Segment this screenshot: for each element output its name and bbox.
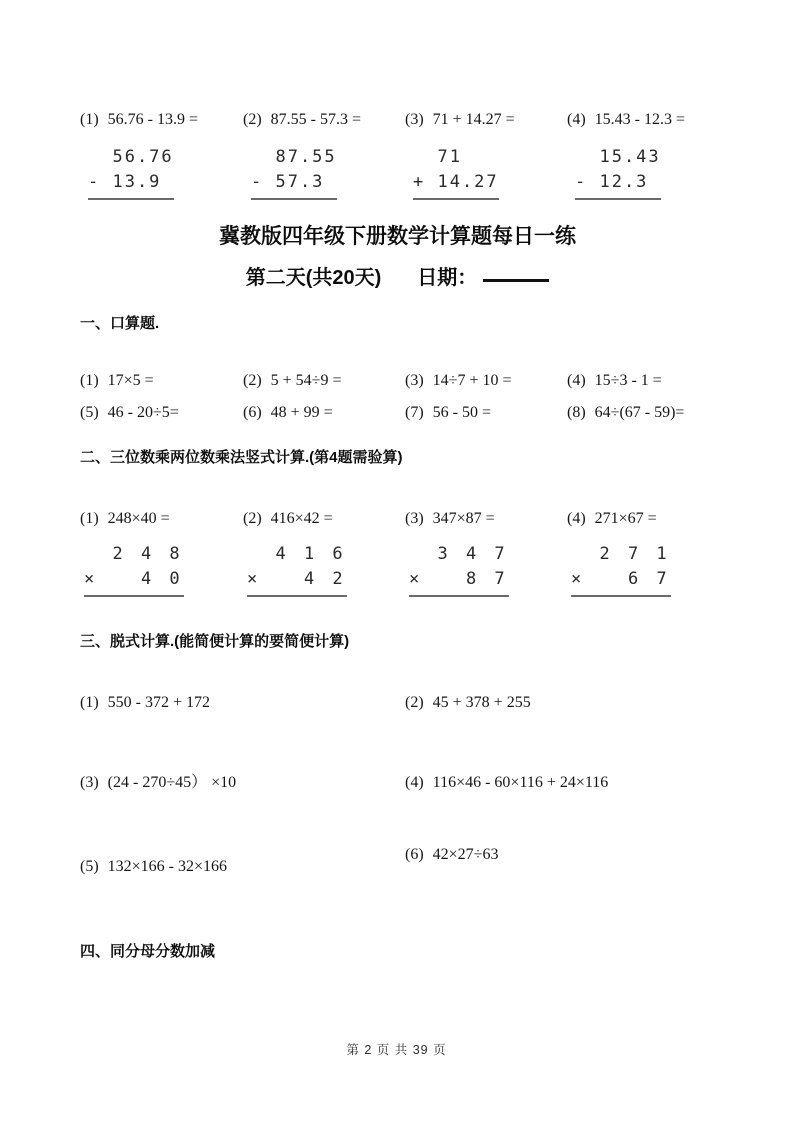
vertical-bottom-operand: × 8 7	[409, 569, 509, 589]
vertical-top-operand: 56.76	[88, 147, 174, 167]
vertical-calculation	[251, 145, 337, 200]
section1-heading: 一、口算题.	[80, 315, 160, 332]
oral-problem-2	[243, 371, 405, 391]
problem-expression: 15.43 - 12.3 =	[594, 111, 686, 128]
problem-expression: 48 + 99 =	[270, 404, 333, 421]
vertical-top-operand: 15.43	[575, 147, 661, 167]
day-label: 第二天(共20天)	[245, 267, 382, 289]
vertical-calculation	[88, 145, 174, 200]
problem-statement	[405, 110, 567, 130]
problem-expression: 64÷(67 - 59)=	[594, 404, 685, 421]
stepwise-problems-row2	[80, 773, 715, 793]
vertical-calculation	[413, 145, 499, 200]
problem-statement	[243, 110, 405, 130]
problem-number: (8)	[567, 404, 586, 421]
stepwise-problem-2	[405, 693, 715, 713]
oral-problems-row1	[80, 371, 715, 391]
problem-number: (6)	[243, 404, 262, 421]
problem-number: (4)	[567, 111, 586, 128]
vertical-calculation	[409, 542, 509, 597]
vertical-calculation	[84, 542, 184, 597]
problem-expression: (24 - 270÷45） ×10	[107, 774, 237, 791]
problem-expression: 271×67 =	[594, 510, 657, 527]
problem-number: (2)	[243, 372, 262, 389]
decimal-problem-3	[405, 110, 567, 200]
problem-statement	[243, 509, 405, 529]
problem-statement	[405, 509, 567, 529]
problem-number: (2)	[243, 111, 262, 128]
problem-number: (3)	[80, 774, 99, 791]
problem-number: (1)	[80, 111, 99, 128]
stepwise-problem-4	[405, 773, 715, 793]
problem-expression: 248×40 =	[107, 510, 170, 527]
problem-number: (1)	[80, 372, 99, 389]
problem-number: (2)	[405, 694, 424, 711]
oral-problem-6	[243, 403, 405, 423]
stepwise-problem-1	[80, 693, 405, 713]
problem-expression: 87.55 - 57.3 =	[270, 111, 362, 128]
vertical-calculation	[571, 542, 671, 597]
section4-heading: 四、同分母分数加减	[80, 943, 216, 960]
stepwise-problem-5	[80, 845, 405, 877]
decimal-vertical-problems	[80, 0, 715, 200]
vertical-top-operand: 2 4 8	[84, 544, 184, 564]
problem-expression: 56.76 - 13.9 =	[107, 111, 199, 128]
multiplication-problems	[80, 509, 715, 597]
oral-problem-3	[405, 371, 567, 391]
section2-heading: 二、三位数乘两位数乘法竖式计算.(第4题需验算)	[80, 449, 403, 466]
oral-problem-5	[80, 403, 243, 423]
vertical-calculation	[575, 145, 661, 200]
multiplication-problem-4	[567, 509, 715, 597]
problem-expression: 46 - 20÷5=	[107, 404, 179, 421]
problem-expression: 45 + 378 + 255	[432, 694, 531, 711]
vertical-top-operand: 3 4 7	[409, 544, 509, 564]
page-number-footer: 第 2 页 共 39 页	[346, 1043, 447, 1057]
problem-expression: 116×46 - 60×116 + 24×116	[432, 774, 609, 791]
vertical-calculation	[247, 542, 347, 597]
date-label: 日期：	[417, 267, 478, 289]
oral-problems-row2	[80, 403, 715, 423]
worksheet-title: 冀教版四年级下册数学计算题每日一练	[219, 225, 576, 248]
vertical-bottom-operand: - 12.3	[575, 172, 649, 192]
problem-number: (4)	[567, 510, 586, 527]
section3-heading: 三、脱式计算.(能简便计算的要简便计算)	[80, 633, 350, 650]
problem-number: (3)	[405, 111, 424, 128]
problem-number: (7)	[405, 404, 424, 421]
vertical-bottom-operand: - 13.9	[88, 172, 162, 192]
stepwise-problems-row3	[80, 845, 715, 877]
oral-problem-8	[567, 403, 715, 423]
stepwise-problems-row1	[80, 693, 715, 713]
vertical-top-operand: 4 1 6	[247, 544, 347, 564]
multiplication-problem-2	[243, 509, 405, 597]
multiplication-problem-3	[405, 509, 567, 597]
vertical-bottom-operand: - 57.3	[251, 172, 325, 192]
problem-number: (6)	[405, 846, 424, 863]
problem-number: (3)	[405, 510, 424, 527]
decimal-problem-1	[80, 110, 243, 200]
vertical-top-operand: 2 7 1	[571, 544, 671, 564]
decimal-problem-4	[567, 110, 715, 200]
vertical-top-operand: 71	[413, 147, 462, 167]
problem-expression: 42×27÷63	[432, 846, 499, 863]
oral-problem-4	[567, 371, 715, 391]
problem-number: (5)	[80, 404, 99, 421]
vertical-top-operand: 87.55	[251, 147, 337, 167]
problem-statement	[567, 110, 715, 130]
problem-number: (4)	[405, 774, 424, 791]
problem-expression: 347×87 =	[432, 510, 495, 527]
problem-number: (1)	[80, 694, 99, 711]
worksheet-subtitle	[80, 263, 715, 293]
problem-expression: 132×166 - 32×166	[107, 858, 228, 875]
problem-expression: 5 + 54÷9 =	[270, 372, 342, 389]
vertical-bottom-operand: × 4 0	[84, 569, 184, 589]
oral-problem-7	[405, 403, 567, 423]
problem-expression: 416×42 =	[270, 510, 333, 527]
oral-problem-1	[80, 371, 243, 391]
problem-expression: 56 - 50 =	[432, 404, 492, 421]
problem-expression: 71 + 14.27 =	[432, 111, 515, 128]
problem-statement	[80, 509, 243, 529]
decimal-problem-2	[243, 110, 405, 200]
problem-statement	[567, 509, 715, 529]
vertical-bottom-operand: × 6 7	[571, 569, 671, 589]
problem-expression: 14÷7 + 10 =	[432, 372, 512, 389]
vertical-bottom-operand: × 4 2	[247, 569, 347, 589]
stepwise-problem-6	[405, 845, 715, 877]
problem-number: (5)	[80, 858, 99, 875]
stepwise-problem-3	[80, 773, 405, 793]
vertical-bottom-operand: + 14.27	[413, 172, 499, 192]
problem-number: (2)	[243, 510, 262, 527]
problem-expression: 550 - 372 + 172	[107, 694, 211, 711]
problem-expression: 15÷3 - 1 =	[594, 372, 662, 389]
problem-number: (1)	[80, 510, 99, 527]
date-blank-line	[483, 279, 549, 282]
problem-number: (4)	[567, 372, 586, 389]
problem-expression: 17×5 =	[107, 372, 154, 389]
problem-statement	[80, 110, 243, 130]
multiplication-problem-1	[80, 509, 243, 597]
problem-number: (3)	[405, 372, 424, 389]
